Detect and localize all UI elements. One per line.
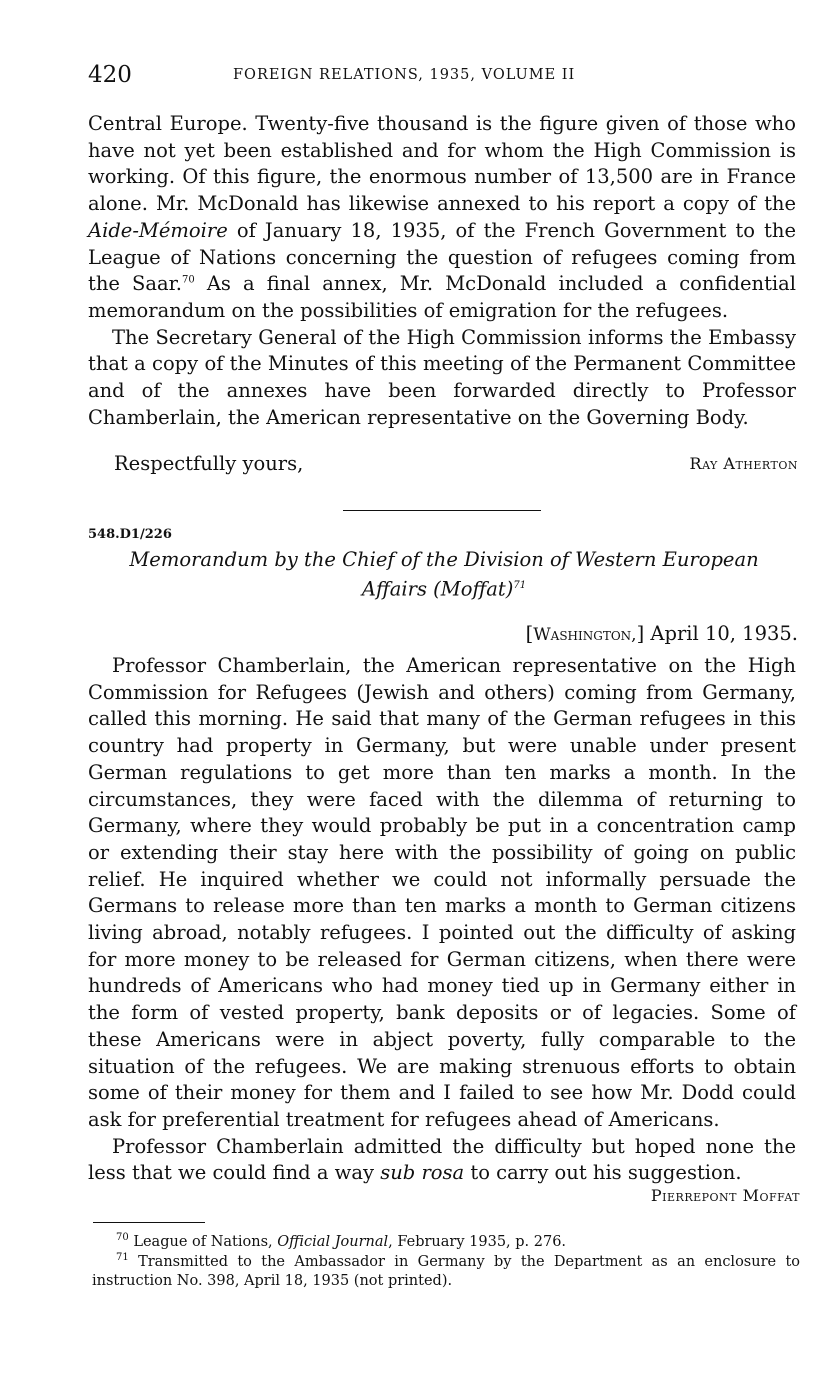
signature-moffat: Pierrepont Moffat [650, 1186, 800, 1205]
letter-body [88, 111, 796, 431]
paragraph-4-text-a: Professor Chamberlain admitted the difficulty but hoped none the less that we could find a way [88, 1134, 796, 1185]
dateline-date: ] April 10, 1935. [636, 622, 798, 645]
paragraph-4 [88, 1134, 796, 1187]
paragraph-4-text-b: to carry out his suggestion. [464, 1161, 742, 1185]
page-number: 420 [88, 62, 132, 88]
footnote-divider [93, 1222, 205, 1223]
memo-title-line-2-text: Affairs (Moffat) [361, 577, 514, 601]
footnote-71 [92, 1253, 800, 1292]
running-head: FOREIGN RELATIONS, 1935, VOLUME II [233, 67, 576, 83]
file-number: 548.D1/226 [88, 527, 172, 542]
footnote-71-number: 71 [116, 1251, 129, 1263]
memo-title-line-1: Memorandum by the Chief of the Division of Western European [129, 548, 759, 571]
closing-text: Respectfully yours, [114, 452, 304, 475]
footnote-70-number: 70 [116, 1232, 129, 1244]
dateline-open: [ [525, 622, 534, 645]
footnote-70-text-a: League of Nations, [128, 1234, 278, 1250]
paragraph-3: Professor Chamberlain, the American representative on the High Commission for Refugees (Jewish and others) coming from Germany, called this morning. He said that many of the German refugees in this country had property in Germany, but were unable under present German regulations to get more than ten marks a month. In the circumstances, they were faced with the dilemma of returning to Germany, where they would probably be put in a concentration camp or extending their stay here with the possibility of going on public relief. He inquired whether we could not informally persuade the Germans to release more than ten marks a month to German citizens living abroad, notably refugees. I pointed out the difficulty of asking for more money to be released for German citizens, when there were hundreds of Americans who had money tied up in Germany either in the form of vested property, bank deposits or of legacies. Some of these Americans were in abject poverty, fully comparable to the situation of the refugees. We are making strenuous efforts to obtain some of their money for them and I failed to see how Mr. Dodd could ask for preferential treatment for refugees ahead of Americans. [88, 654, 796, 1131]
paragraph-1-text-c: As a final annex, Mr. McDonald included a confidential memorandum on the possibilities of emigration for the refugees. [88, 272, 796, 322]
paragraph-1-text-b: of January 18, 1935, of the French Government to the League of Nations concerning the question of refugees coming from the Saar. [88, 218, 796, 296]
page-header [88, 62, 800, 94]
memo-title [88, 547, 800, 603]
memo-title-line-2 [88, 573, 800, 603]
section-divider [343, 510, 541, 511]
footnote-71-text: Transmitted to the Ambassador in Germany by the Department as an enclosure to instruction No. 398, April 18, 1935 (not printed). [92, 1253, 800, 1289]
signature-atherton: Ray Atherton [689, 454, 798, 473]
paragraph-1 [88, 111, 796, 325]
aide-memoire-term: Aide-Mémoire [88, 218, 228, 242]
sub-rosa-term: sub rosa [380, 1161, 465, 1185]
footnote-70-journal: Official Journal [277, 1234, 389, 1250]
paragraph-1-text-a: Central Europe. Twenty-five thousand is the figure given of those who have not yet been established and for whom the High Commission is working. Of this figure, the enormous number of 13,500 are in France alone. Mr. McDonald has likewise annexed to his report a copy of the [88, 112, 796, 216]
footnote-ref-70: 70 [182, 274, 195, 286]
footnote-70-text-b: , February 1935, p. 276. [388, 1234, 567, 1250]
paragraph-2: The Secretary General of the High Commission informs the Embassy that a copy of the Minutes of this meeting of the Permanent Committee and of the annexes have been forwarded directly to Professor Chamberlain, the American representative on the Governing Body. [88, 325, 796, 429]
dateline-place: Washington, [533, 625, 637, 645]
footnotes [92, 1233, 800, 1292]
memo-body [88, 653, 796, 1187]
footnote-ref-71: 71 [513, 580, 527, 591]
footnote-70 [92, 1233, 800, 1253]
closing-row [114, 452, 798, 475]
dateline [526, 622, 798, 645]
